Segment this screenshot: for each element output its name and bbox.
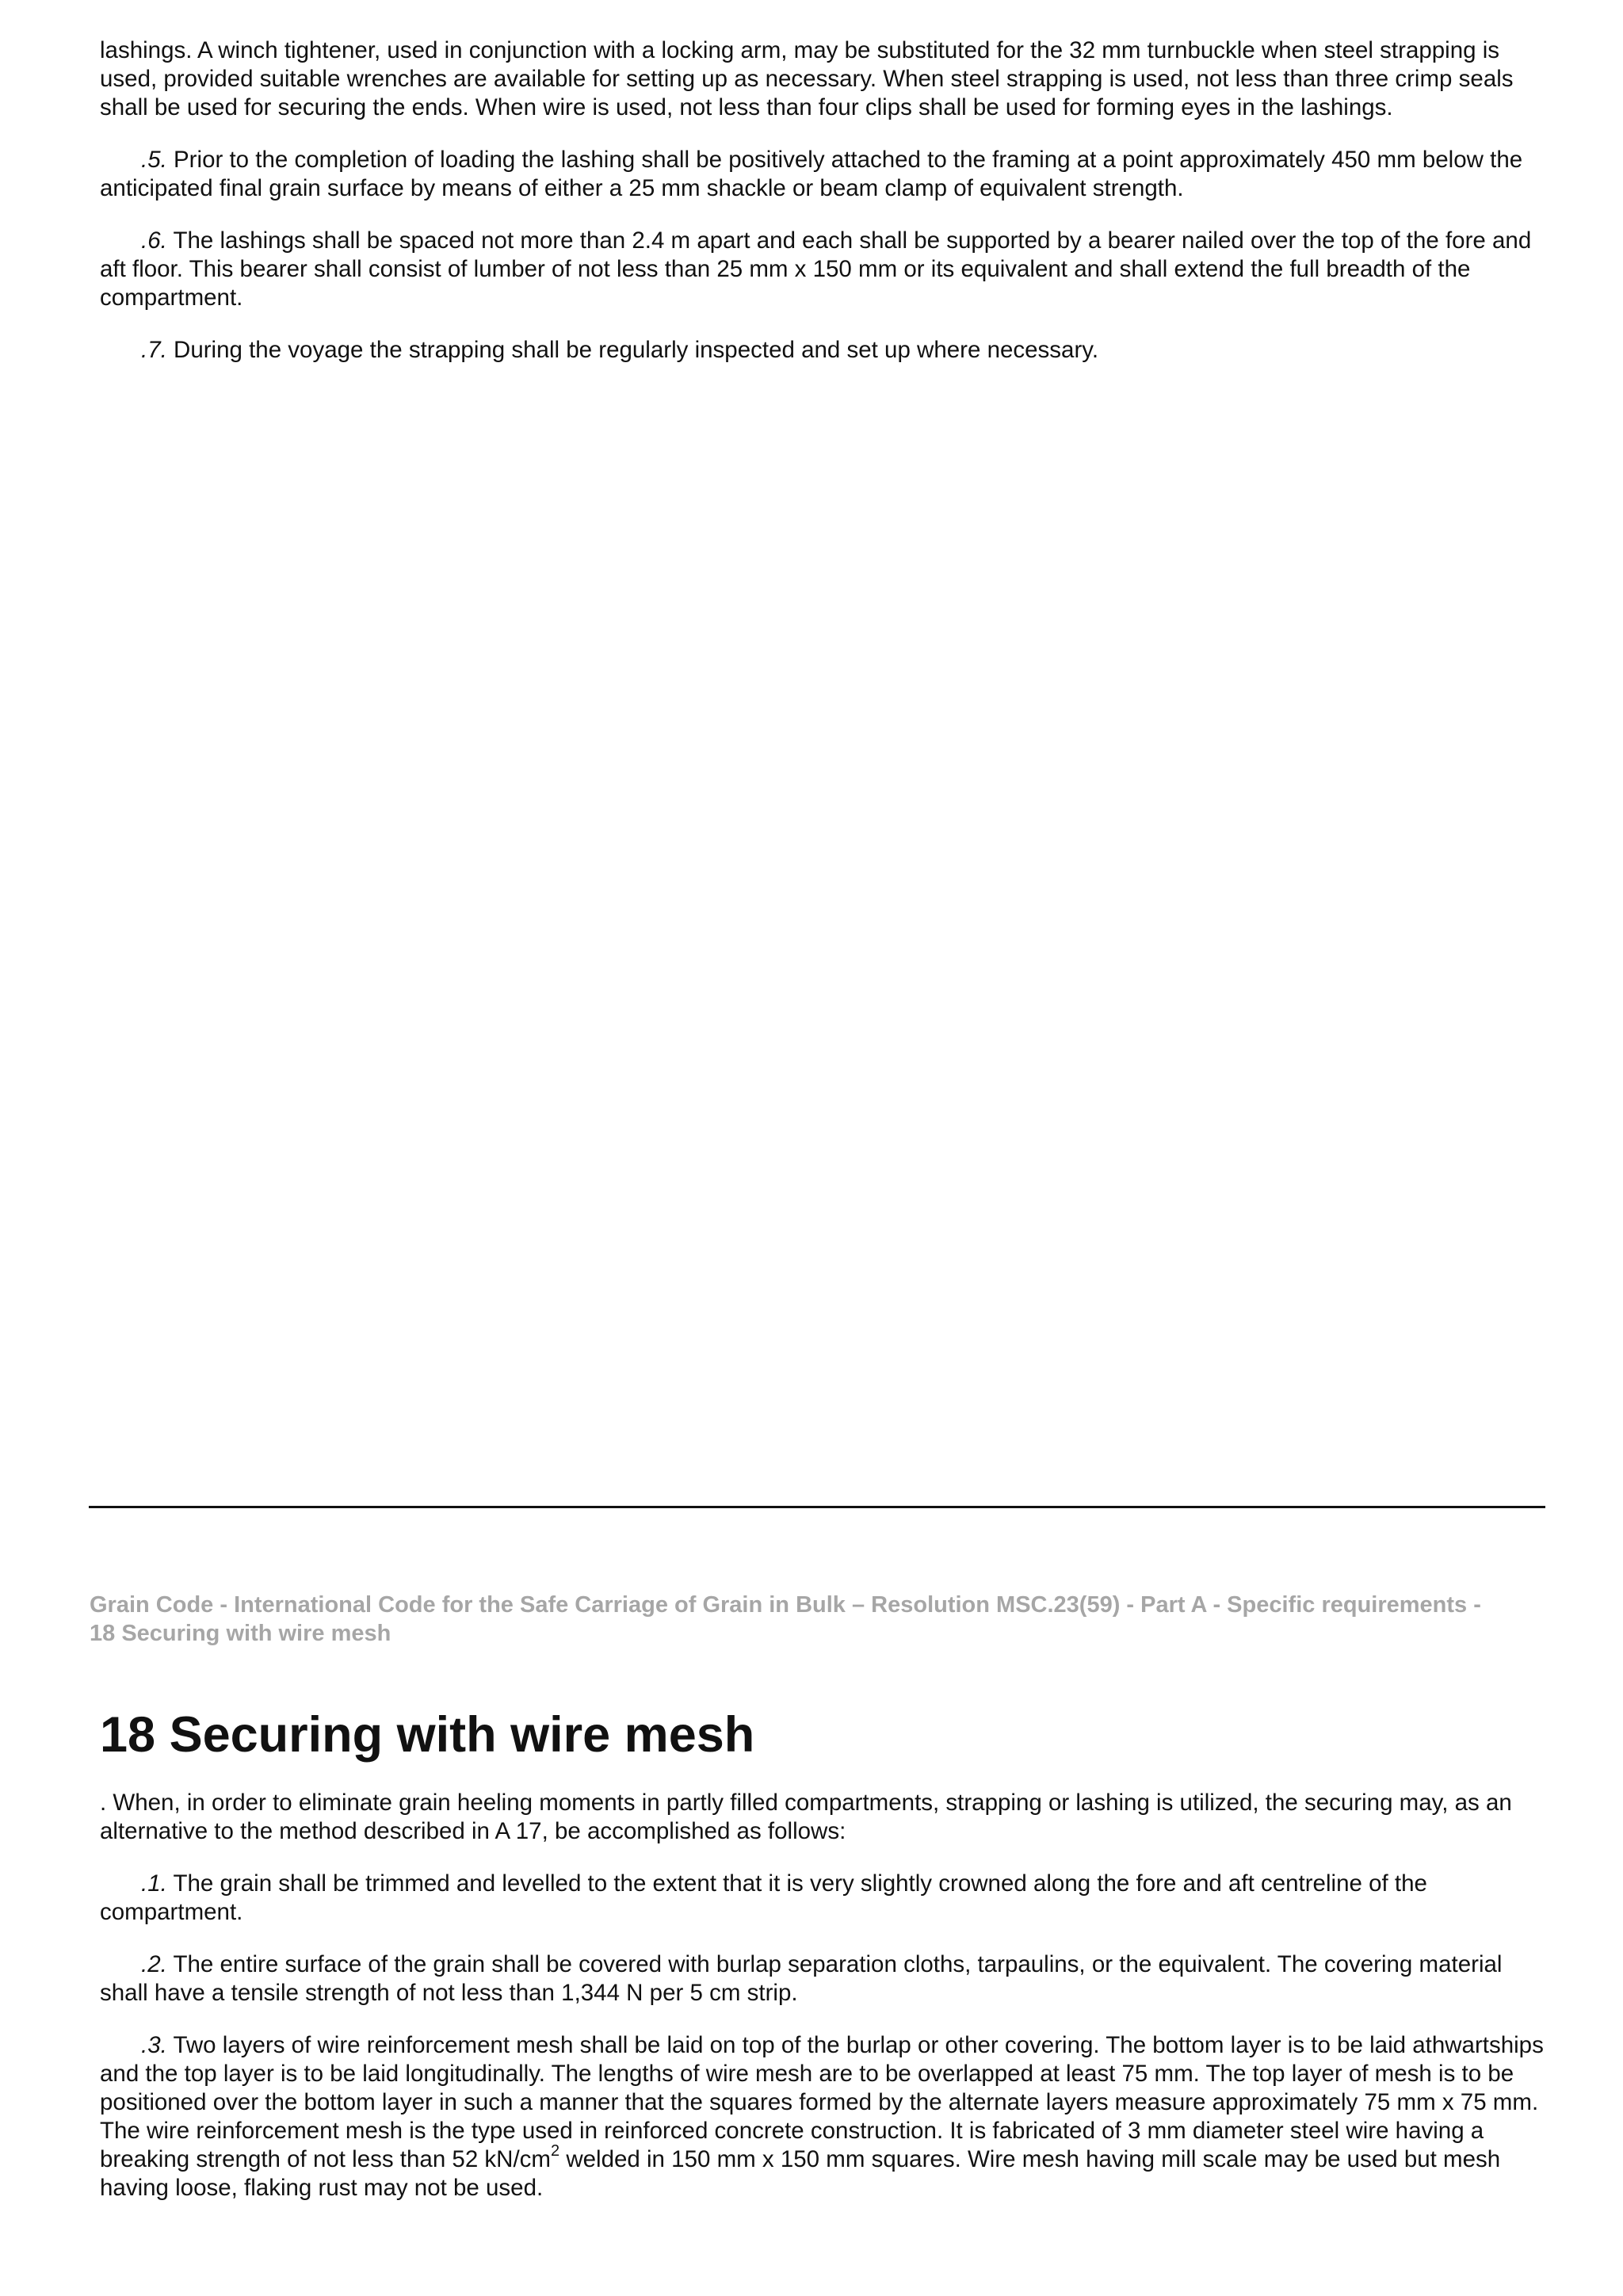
section-title: 18 Securing with wire mesh bbox=[100, 1707, 755, 1763]
item-text: The entire surface of the grain shall be covered with burlap separation cloths, tarpaulins, or the equivalent. The covering material shall have a tensile strength of not less than 1,344 N per 5 cm strip. bbox=[100, 1951, 1503, 2006]
item-text: Two layers of wire reinforcement mesh shall be laid on top of the burlap or other covering. The bottom layer is to be laid athwartships and the top layer is to be laid longitudinally. The lengths of wire mesh are to be overlapped at least 75 mm. The top layer of mesh is to be positioned over the bottom layer in such a manner that the squares formed by the alternate layers measure approximately 75 mm x 75 mm. The wire reinforcement mesh is the type used in reinforced concrete construction. It is fabricated of 3 mm diameter steel wire having a breaking strength of not less than 52 kN/cm bbox=[100, 2032, 1544, 2172]
item-text: Prior to the completion of loading the lashing shall be positively attached to the framing at a point approximately 450 mm below the anticipated final grain surface by means of either a 25 mm shackle or beam clamp of equivalent strength. bbox=[100, 147, 1523, 201]
item-text: During the voyage the strapping shall be regularly inspected and set up where necessary. bbox=[166, 337, 1099, 363]
paragraph-continuation bbox=[100, 36, 1550, 122]
paragraph-item-5 bbox=[100, 146, 1550, 203]
item-number: .1. bbox=[141, 1870, 167, 1897]
paragraph-item-2 bbox=[100, 1950, 1550, 2008]
item-number: .6. bbox=[141, 227, 167, 254]
section-divider bbox=[89, 1506, 1545, 1508]
paragraph-item-7 bbox=[100, 336, 1550, 365]
item-number: .7. bbox=[141, 337, 167, 363]
item-number: .2. bbox=[141, 1951, 167, 1977]
paragraph-item-6 bbox=[100, 227, 1550, 312]
intro-text: . When, in order to eliminate grain heeling moments in partly filled compartments, strapping or lashing is utilized, the securing may, as an alternative to the method described in A 17, be accomplished as follows: bbox=[100, 1790, 1512, 1844]
item-number: .5. bbox=[141, 147, 167, 173]
paragraph-item-3 bbox=[100, 2031, 1550, 2202]
section-body bbox=[100, 1789, 1550, 2226]
paragraph-item-1 bbox=[100, 1870, 1550, 1927]
item-text: The grain shall be trimmed and levelled to the extent that it is very slightly crowned along the fore and aft centreline of the compartment. bbox=[100, 1870, 1427, 1925]
paragraph-text: lashings. A winch tightener, used in conjunction with a locking arm, may be substituted for the 32 mm turnbuckle when steel strapping is used, provided suitable wrenches are available for setting up as necessary. When steel strapping is used, not less than three crimp seals shall be used for securing the ends. When wire is used, not less than four clips shall be used for forming eyes in the lashings. bbox=[100, 37, 1514, 120]
item-number: .3. bbox=[141, 2032, 167, 2058]
superscript: 2 bbox=[551, 2142, 560, 2160]
item-text-continued: welded in 150 mm x 150 mm squares. Wire mesh having mill scale may be used but mesh having loose, flaking rust may not be used. bbox=[100, 2146, 1501, 2201]
item-text: The lashings shall be spaced not more than 2.4 m apart and each shall be supported by a bearer nailed over the top of the fore and aft floor. This bearer shall consist of lumber of not less than 25 mm x 150 mm or its equivalent and shall extend the full breadth of the compartment. bbox=[100, 227, 1532, 311]
breadcrumb[interactable]: Grain Code - International Code for the Safe Carriage of Grain in Bulk – Resolution MSC.23(59) - Part A - Specific requirements - 18 Securing with wire mesh bbox=[90, 1592, 1481, 1646]
section-intro bbox=[100, 1789, 1550, 1846]
continued-text-block bbox=[100, 36, 1550, 388]
